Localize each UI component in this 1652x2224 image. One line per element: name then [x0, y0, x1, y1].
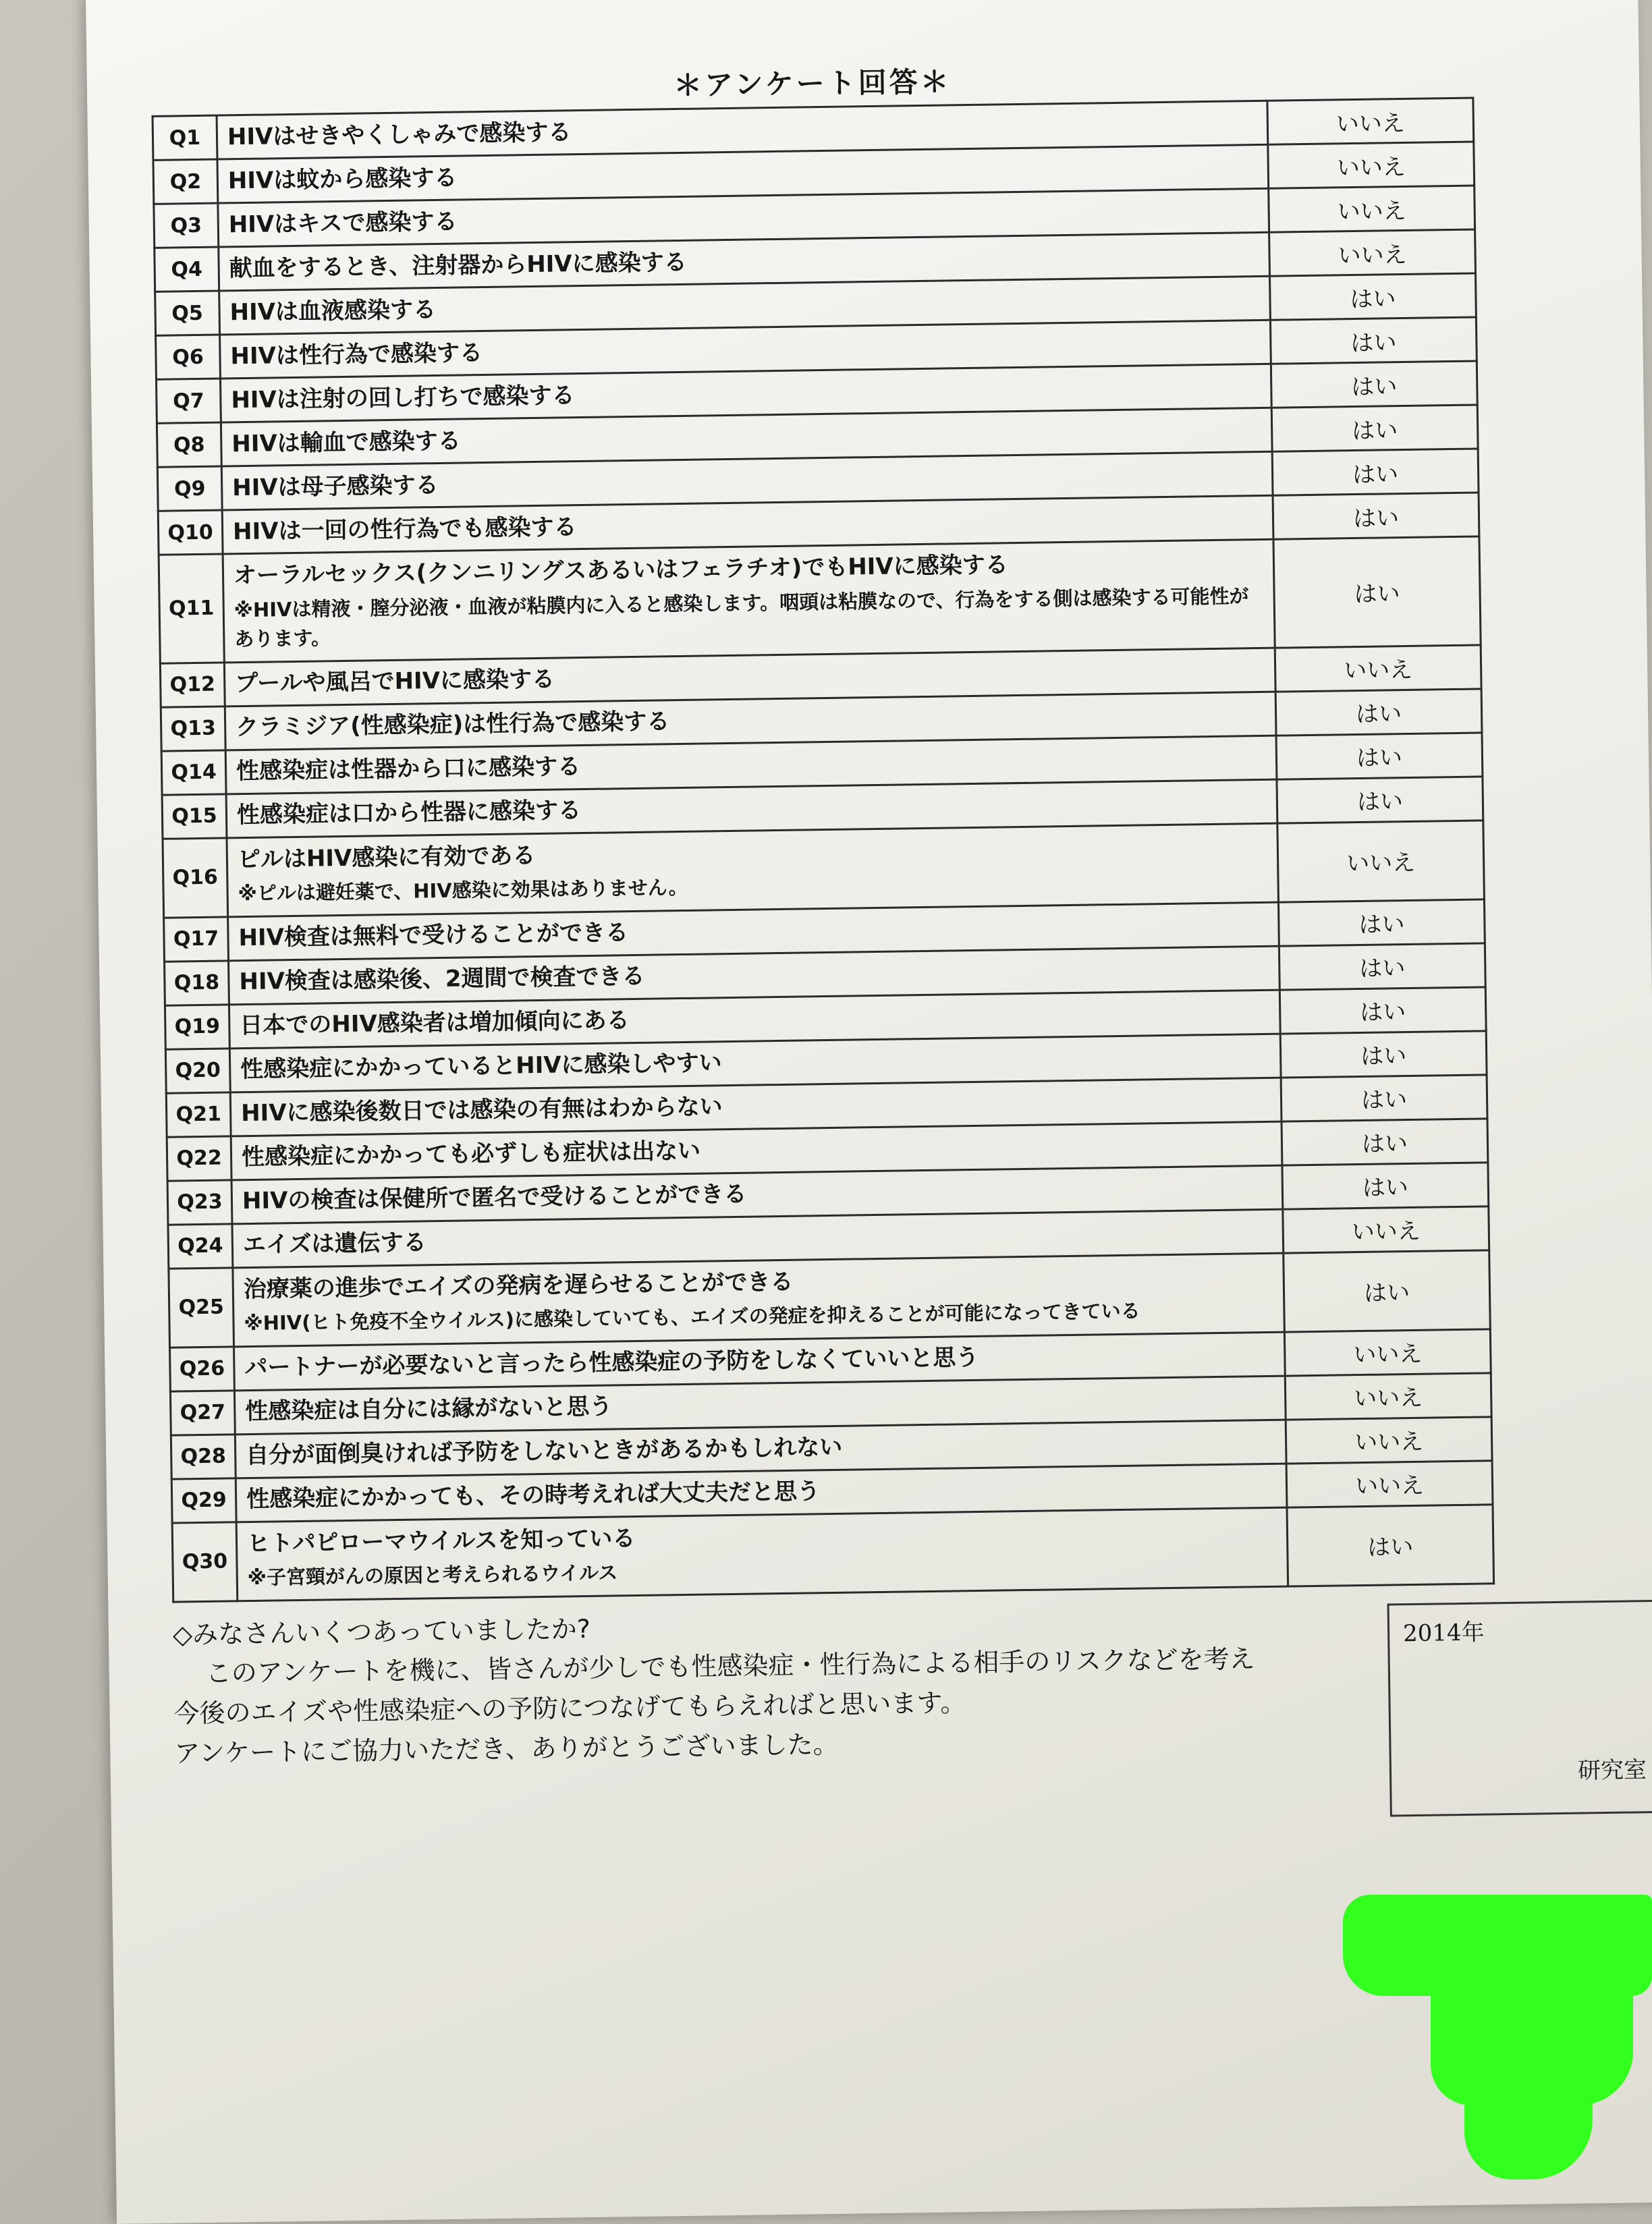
question-number: Q27 [170, 1390, 235, 1435]
answer-cell: いいえ [1284, 1329, 1491, 1375]
answer-cell: はい [1279, 986, 1486, 1033]
question-number: Q26 [170, 1346, 235, 1391]
question-number: Q28 [171, 1434, 236, 1478]
question-text: 性感染症は口から性器に感染する [236, 797, 582, 829]
question-text: HIVは母子感染する [231, 471, 439, 502]
question-number: Q19 [165, 1004, 229, 1049]
answer-cell: はい [1277, 776, 1483, 823]
footer-line-1: このアンケートを機に、皆さんが少しでも性感染症・性行為による相手のリスクなどを考え [205, 1644, 1255, 1689]
answer-cell: はい [1284, 1250, 1491, 1331]
answer-cell: いいえ [1286, 1416, 1492, 1463]
survey-table [152, 97, 1495, 1603]
question-number: Q11 [159, 554, 224, 663]
answer-cell: はい [1281, 1074, 1487, 1121]
question-text: 自分が面倒臭ければ予防をしないときがあるかもしれない [245, 1434, 843, 1470]
question-text: HIVは蚊から感染する [227, 164, 458, 195]
answer-cell: はい [1276, 732, 1483, 779]
question-text: HIVは一回の性行為でも感染する [232, 513, 577, 545]
answer-cell: はい [1273, 493, 1479, 539]
question-text: HIVは注射の回し打ちで感染する [231, 381, 575, 414]
footer-thanks: アンケートにご協力いただき、ありがとうございました。 [174, 1729, 839, 1769]
question-note: ※ピルは避妊薬で、HIV感染に効果はありません。 [238, 875, 688, 906]
answer-cell: いいえ [1269, 229, 1476, 276]
question-text: HIV検査は無料で受けることができる [238, 919, 629, 952]
question-number: Q21 [166, 1092, 231, 1136]
question-number: Q20 [165, 1048, 230, 1092]
answer-cell: いいえ [1267, 98, 1474, 144]
question-text: ピルはHIV感染に有効である [237, 841, 536, 873]
question-number: Q22 [167, 1136, 231, 1180]
answer-cell: いいえ [1268, 142, 1475, 188]
question-text: 献血をするとき、注射器からHIVに感染する [229, 248, 687, 283]
survey-table-body [153, 98, 1494, 1602]
question-number: Q15 [162, 794, 227, 838]
question-number: Q5 [155, 291, 220, 335]
question-number: Q16 [163, 837, 228, 917]
question-number: Q24 [168, 1223, 233, 1268]
question-text: クラミジア(性感染症)は性行為で感染する [235, 708, 670, 742]
question-text: パートナーが必要ないと言ったら性感染症の予防をしなくていいと思う [244, 1344, 979, 1382]
question-number: Q25 [169, 1267, 234, 1347]
question-number: Q3 [154, 203, 219, 248]
question-number: Q23 [167, 1179, 232, 1224]
question-text: 性感染症にかかっているとHIVに感染しやすい [240, 1049, 722, 1084]
question-text: HIVは輸血で感染する [231, 427, 462, 458]
answer-cell: はい [1282, 1118, 1488, 1165]
question-text: 日本でのHIV感染者は増加傾向にある [240, 1007, 630, 1040]
question-text: エイズは遺伝する [242, 1229, 426, 1259]
question-text: HIVは血液感染する [229, 296, 437, 327]
question-number: Q10 [158, 510, 223, 555]
stamp-year: 2014年 [1402, 1619, 1485, 1647]
question-number: Q6 [156, 335, 221, 379]
answer-cell: いいえ [1283, 1206, 1489, 1252]
answer-cell: はい [1280, 1030, 1487, 1077]
question-number: Q18 [165, 960, 229, 1005]
question-number: Q7 [156, 379, 221, 423]
question-note: ※子宮頸がんの原因と考えられるウイルス [247, 1561, 618, 1590]
lab-stamp-box [1387, 1599, 1652, 1816]
question-text: 性感染症は性器から口に感染する [236, 753, 581, 785]
answer-cell: はい [1271, 361, 1477, 408]
answer-cell: いいえ [1275, 644, 1481, 691]
question-number: Q29 [171, 1478, 236, 1522]
question-cell [223, 539, 1275, 662]
answer-cell: いいえ [1286, 1460, 1493, 1507]
question-text: HIVはせきやくしゃみで感染する [227, 118, 572, 151]
answer-cell: はい [1270, 273, 1477, 320]
answer-cell: はい [1287, 1504, 1494, 1586]
answer-cell: はい [1273, 536, 1481, 648]
question-note: ※HIV(ヒト免疫不全ウイルス)に感染していても、エイズの発症を抑えることが可能になってきている [244, 1299, 1140, 1335]
footer-line-2: 今後のエイズや性感染症への予防につなげてもらえればと思います。 [173, 1688, 966, 1729]
question-number: Q8 [157, 422, 221, 467]
answer-cell: いいえ [1277, 820, 1485, 901]
footer [172, 1594, 1647, 1844]
question-number: Q13 [161, 706, 225, 750]
question-cell [233, 1253, 1284, 1347]
question-text: HIVに感染後数日では感染の有無はわからない [240, 1093, 723, 1128]
question-note: ※HIVは精液・膣分泌液・血液が粘膜内に入ると感染します。咽頭は粘膜なので、行為をする側は感染する可能性があります。 [233, 584, 1249, 651]
question-number: Q30 [172, 1522, 238, 1601]
question-text: プールや風呂でHIVに感染する [235, 665, 555, 698]
table-row [159, 536, 1481, 663]
answer-cell: はい [1271, 405, 1478, 451]
answer-cell: はい [1275, 688, 1482, 735]
question-number: Q9 [157, 466, 222, 511]
answer-cell: はい [1279, 943, 1485, 989]
question-number: Q12 [160, 662, 225, 706]
question-text: HIV検査は感染後、2週間で検査できる [239, 963, 645, 996]
sheet-content [151, 51, 1647, 1844]
page-title: ＊アンケート回答＊ [673, 65, 952, 103]
answer-cell: いいえ [1285, 1372, 1491, 1419]
question-text: HIVは性行為で感染する [230, 339, 483, 370]
question-text: 性感染症は自分には縁がないと思う [245, 1393, 613, 1426]
question-number: Q17 [164, 916, 229, 961]
question-number: Q14 [161, 750, 226, 794]
question-text: 性感染症にかかっても必ずしも症状は出ない [241, 1137, 701, 1171]
question-number: Q4 [155, 247, 219, 291]
question-number: Q1 [153, 115, 217, 160]
question-number: Q2 [153, 159, 218, 204]
question-text: オーラルセックス(クンニリングスあるいはフェラチオ)でもHIVに感染する [233, 551, 1008, 590]
stamp-lab: 研究室 [1577, 1756, 1647, 1785]
answer-cell: いいえ [1269, 186, 1475, 232]
question-cell [227, 823, 1278, 917]
question-text: HIVはキスで感染する [228, 208, 458, 239]
question-cell [236, 1507, 1288, 1601]
footer-question: ◇みなさんいくつあっていましたか? [172, 1613, 591, 1650]
question-text: ヒトパピローマウイルスを知っている [246, 1524, 636, 1557]
question-text: HIVの検査は保健所で匿名で受けることができる [242, 1180, 747, 1215]
survey-sheet [86, 0, 1652, 2224]
question-text: 治療薬の進歩でエイズの発病を遅らせることができる [243, 1268, 794, 1303]
answer-cell: はい [1282, 1162, 1489, 1208]
answer-cell: はい [1278, 899, 1485, 945]
answer-cell: はい [1272, 449, 1479, 495]
question-text: 性感染症にかかっても、その時考えれば大丈夫だと思う [246, 1478, 821, 1513]
answer-cell: はい [1270, 317, 1477, 364]
footer-message [173, 1598, 1376, 1773]
